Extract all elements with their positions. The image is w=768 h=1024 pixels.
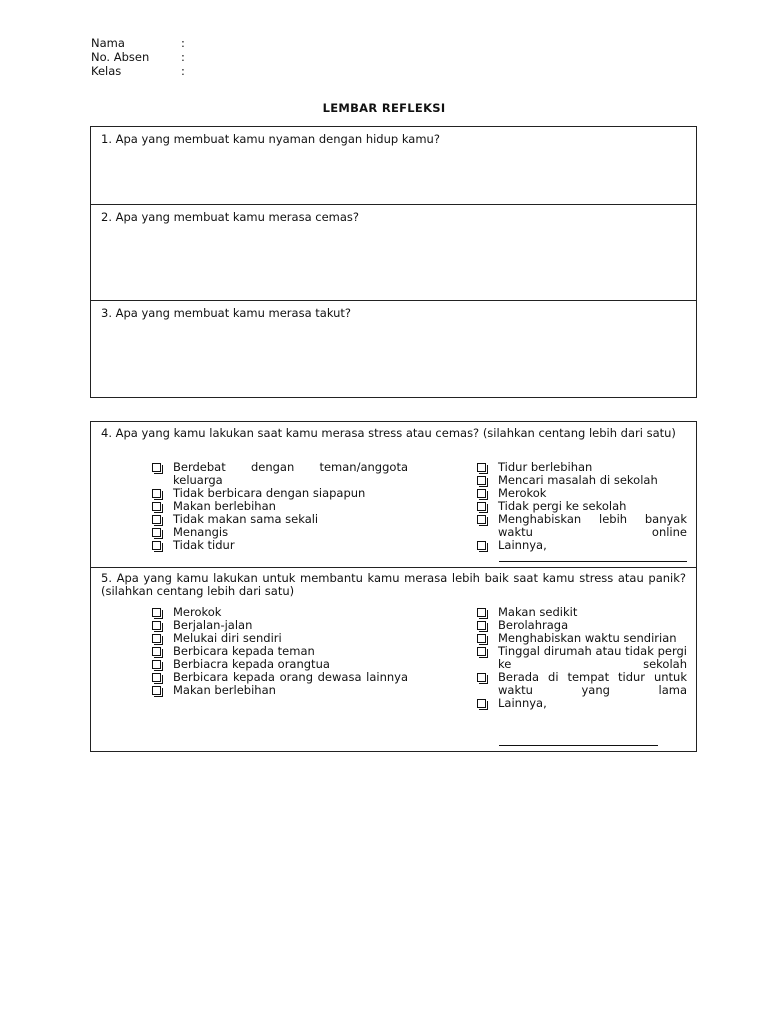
option-label: Berbicara kepada orang dewasa lainnya	[173, 670, 408, 684]
question-5-left-options	[152, 606, 408, 697]
option-label: Menghabiskan waktu sendirian	[498, 631, 677, 645]
option-label: Berjalan-jalan	[173, 618, 253, 632]
option-label: Mencari masalah di sekolah	[498, 473, 658, 487]
option-label: Melukai diri sendiri	[173, 631, 282, 645]
option-label: Tidak pergi ke sekolah	[498, 499, 627, 513]
option-label: Tinggal dirumah atau tidak pergi ke sekolah	[498, 644, 687, 671]
option-item[interactable]	[477, 697, 687, 710]
question-1-text: 1. Apa yang membuat kamu nyaman dengan hidup kamu?	[101, 132, 440, 146]
checkbox-icon[interactable]	[152, 634, 161, 643]
identity-block	[91, 36, 191, 78]
question-5-text: 5. Apa yang kamu lakukan untuk membantu kamu merasa lebih baik saat kamu stress atau panik? (silahkan centang lebih dari satu)	[101, 571, 686, 598]
option-item[interactable]	[477, 539, 687, 552]
name-row	[91, 36, 191, 50]
checkbox-icon[interactable]	[152, 515, 161, 524]
option-item[interactable]	[152, 461, 408, 487]
question-5-section	[91, 567, 696, 752]
checkbox-icon[interactable]	[477, 621, 486, 630]
question-4-section	[91, 422, 696, 568]
option-label: Berdebat dengan teman/anggota keluarga	[173, 460, 408, 487]
question-2-text: 2. Apa yang membuat kamu merasa cemas?	[101, 210, 360, 224]
question-5-right-options	[477, 606, 687, 710]
checkbox-icon[interactable]	[477, 463, 486, 472]
checkbox-icon[interactable]	[477, 541, 486, 550]
option-label: Lainnya,	[498, 538, 547, 552]
checkbox-icon[interactable]	[152, 489, 161, 498]
option-label: Tidur berlebihan	[498, 460, 593, 474]
absen-row	[91, 50, 191, 64]
question-3-text: 3. Apa yang membuat kamu merasa takut?	[101, 306, 352, 320]
checkbox-icon[interactable]	[152, 660, 161, 669]
option-label: Berada di tempat tidur untuk waktu yang lama	[498, 670, 687, 697]
option-item[interactable]	[477, 645, 687, 671]
checklist-table	[90, 421, 697, 752]
other-answer-line[interactable]	[499, 745, 658, 746]
checkbox-icon[interactable]	[477, 699, 486, 708]
option-label: Menangis	[173, 525, 229, 539]
option-label: Makan berlebihan	[173, 499, 276, 513]
option-label: Merokok	[498, 486, 547, 500]
absen-colon: :	[181, 50, 185, 64]
checkbox-icon[interactable]	[152, 673, 161, 682]
other-answer-line[interactable]	[499, 561, 687, 562]
checkbox-icon[interactable]	[477, 476, 486, 485]
class-colon: :	[181, 64, 185, 78]
checkbox-icon[interactable]	[477, 515, 486, 524]
checkbox-icon[interactable]	[152, 528, 161, 537]
checkbox-icon[interactable]	[152, 686, 161, 695]
checkbox-icon[interactable]	[152, 647, 161, 656]
checkbox-icon[interactable]	[477, 502, 486, 511]
open-questions-table	[90, 126, 697, 398]
checkbox-icon[interactable]	[152, 541, 161, 550]
class-label: Kelas	[91, 64, 122, 78]
option-item[interactable]	[477, 671, 687, 697]
option-label: Menghabiskan lebih banyak waktu online	[498, 512, 687, 539]
option-label: Berolahraga	[498, 618, 569, 632]
question-4-text: 4. Apa yang kamu lakukan saat kamu merasa stress atau cemas? (silahkan centang lebih dari satu)	[101, 426, 676, 440]
option-label: Merokok	[173, 605, 222, 619]
option-label: Tidak makan sama sekali	[173, 512, 319, 526]
option-label: Berbiacra kepada orangtua	[173, 657, 330, 671]
question-4-left-options	[152, 461, 408, 552]
question-1-cell[interactable]	[91, 127, 696, 205]
option-label: Berbicara kepada teman	[173, 644, 315, 658]
option-label: Tidak tidur	[173, 538, 235, 552]
checkbox-icon[interactable]	[152, 463, 161, 472]
class-row	[91, 64, 191, 78]
absen-label: No. Absen	[91, 50, 150, 64]
checkbox-icon[interactable]	[152, 621, 161, 630]
option-label: Tidak berbicara dengan siapapun	[173, 486, 366, 500]
option-item[interactable]	[152, 684, 408, 697]
name-colon: :	[181, 36, 185, 50]
checkbox-icon[interactable]	[152, 608, 161, 617]
option-item[interactable]	[477, 513, 687, 539]
question-3-cell[interactable]	[91, 301, 696, 397]
question-4-right-options	[477, 461, 687, 552]
name-label: Nama	[91, 36, 125, 50]
checkbox-icon[interactable]	[477, 634, 486, 643]
checkbox-icon[interactable]	[152, 502, 161, 511]
page-title: LEMBAR REFLEKSI	[322, 101, 446, 115]
option-label: Makan sedikit	[498, 605, 578, 619]
question-2-cell[interactable]	[91, 205, 696, 301]
checkbox-icon[interactable]	[477, 608, 486, 617]
option-label: Makan berlebihan	[173, 683, 276, 697]
option-label: Lainnya,	[498, 696, 547, 710]
checkbox-icon[interactable]	[477, 673, 486, 682]
checkbox-icon[interactable]	[477, 489, 486, 498]
checkbox-icon[interactable]	[477, 647, 486, 656]
option-item[interactable]	[152, 539, 408, 552]
